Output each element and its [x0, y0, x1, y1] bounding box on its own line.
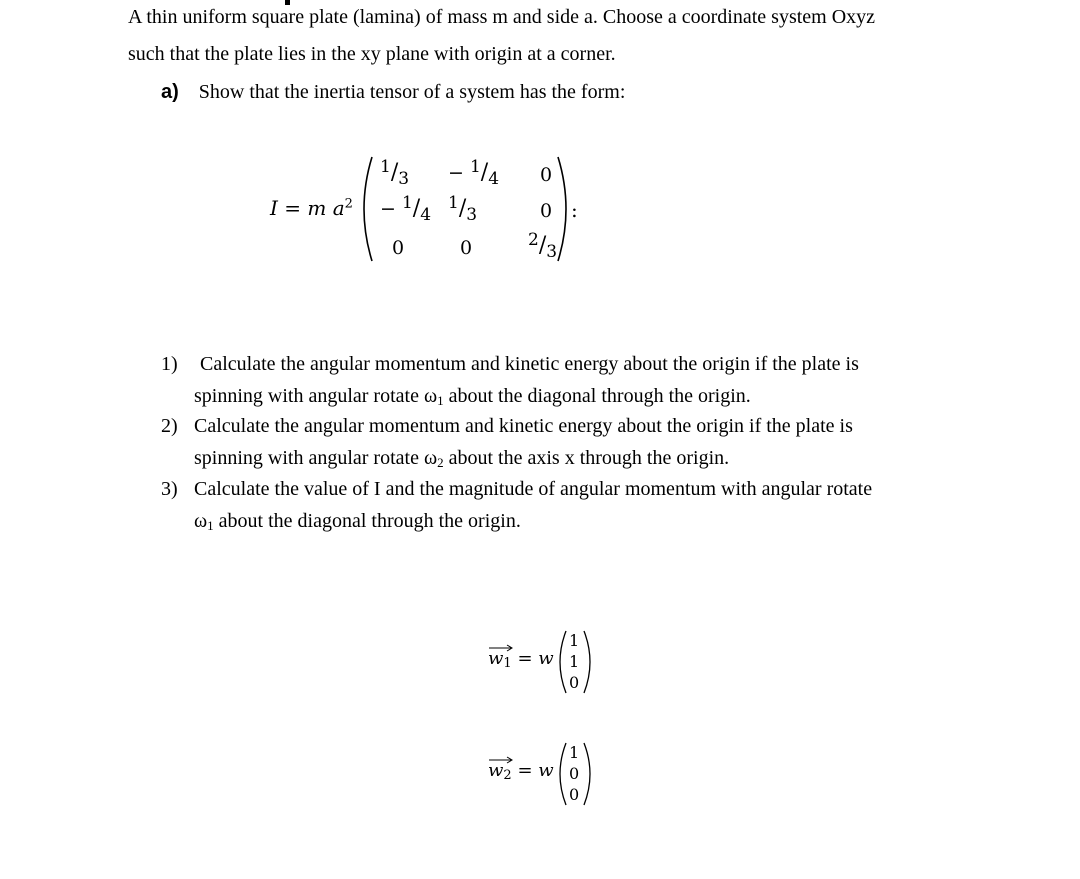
vector-2-component-3: 0 [569, 785, 580, 804]
vector-2-lhs [488, 760, 554, 781]
vector-coefficient: w [538, 648, 554, 669]
question-1-line-2 [194, 384, 751, 408]
omega-subscript: 1 [207, 518, 214, 533]
vector-coefficient: w [538, 760, 554, 781]
tensor-numerator: 1 [380, 157, 391, 177]
vector-name: w [488, 760, 504, 781]
tensor-cell-2-3 [540, 200, 552, 222]
tensor-symbol-m: m [307, 196, 327, 220]
vector-1-lhs [488, 648, 554, 669]
omega-symbol: ω [194, 510, 208, 532]
question-1-line-1: Calculate the angular momentum and kinetic energy about the origin if the plate is [200, 353, 859, 375]
omega-subscript: 1 [437, 393, 444, 408]
omega-symbol: ω [423, 385, 438, 407]
tensor-equals: = [284, 196, 302, 220]
question-text: about the diagonal through the origin. [213, 510, 521, 532]
tensor-numerator: 1 [401, 193, 413, 213]
part-a-label: a) [161, 81, 179, 103]
tensor-right-paren [556, 155, 572, 263]
tensor-numerator: 2 [528, 230, 539, 250]
intro-line-1: A thin uniform square plate (lamina) of mass m and side a. Choose a coordinate system Oxyz [128, 6, 876, 28]
question-text: spinning with angular rotate [194, 385, 424, 407]
part-a-text: Show that the inertia tensor of a system has the form: [198, 81, 626, 103]
vector-2-component-1: 1 [569, 743, 580, 762]
vector-arrow-icon [488, 644, 514, 652]
tensor-cell-2-1: − 1/4 [380, 193, 432, 225]
tensor-denominator: 3 [546, 242, 558, 262]
tensor-zero: 0 [392, 237, 405, 259]
tensor-symbol-a: a [332, 196, 345, 220]
intro-line-2: such that the plate lies in the xy plane with origin at a corner. [128, 43, 616, 65]
question-3-number: 3) [161, 478, 178, 500]
tensor-cell-1-3 [540, 164, 552, 186]
vector-name: w [488, 648, 504, 669]
vector-1-component-2: 1 [569, 652, 580, 671]
vector-subscript: 2 [503, 768, 512, 783]
omega-symbol: ω [423, 447, 438, 469]
tensor-denominator: 4 [420, 205, 432, 225]
vector-equals: = [517, 648, 533, 669]
question-text: about the diagonal through the origin. [443, 385, 751, 407]
tensor-cell-3-1 [392, 237, 404, 259]
tensor-zero: 0 [540, 200, 553, 222]
tensor-denominator: 4 [488, 169, 500, 189]
tensor-left-paren [358, 155, 374, 263]
question-text: spinning with angular rotate [194, 447, 424, 469]
tensor-numerator: 1 [448, 193, 459, 213]
tensor-trailing-colon: : [571, 198, 578, 222]
vector-1-component-3: 0 [569, 673, 580, 692]
vector-arrow-icon [488, 756, 514, 764]
tensor-denominator: 3 [466, 205, 478, 225]
omega-subscript: 2 [437, 455, 444, 470]
question-2-number: 2) [161, 415, 178, 437]
question-3-line-1: Calculate the value of I and the magnitude of angular momentum with angular rotate [194, 478, 873, 500]
tensor-lhs [270, 196, 353, 220]
tensor-zero: 0 [540, 164, 553, 186]
tensor-denominator: 3 [398, 169, 410, 189]
tensor-numerator: 1 [469, 157, 481, 177]
tensor-cell-1-1: 1/3 [380, 157, 410, 189]
question-1-number: 1) [161, 353, 178, 375]
vector-equals: = [517, 760, 533, 781]
vector-1-component-1: 1 [569, 631, 580, 650]
tensor-cell-3-3: 2/3 [528, 230, 558, 262]
tensor-minus-sign: − [448, 162, 464, 184]
tensor-minus-sign: − [380, 198, 396, 220]
question-text: about the axis x through the origin. [443, 447, 730, 469]
question-2-line-2 [194, 446, 729, 470]
question-3-line-2 [194, 509, 521, 533]
vector-2-component-2: 0 [569, 764, 580, 783]
tensor-cell-3-2 [460, 237, 472, 259]
question-2-line-1: Calculate the angular momentum and kinetic energy about the origin if the plate is [194, 415, 853, 437]
tensor-cell-2-2: 1/3 [448, 193, 478, 225]
vector-subscript: 1 [503, 656, 512, 671]
tensor-zero: 0 [460, 237, 473, 259]
tensor-cell-1-2: − 1/4 [448, 157, 500, 189]
tensor-symbol-I: I [270, 196, 278, 220]
tensor-exponent: 2 [344, 196, 353, 212]
part-a [161, 80, 625, 104]
